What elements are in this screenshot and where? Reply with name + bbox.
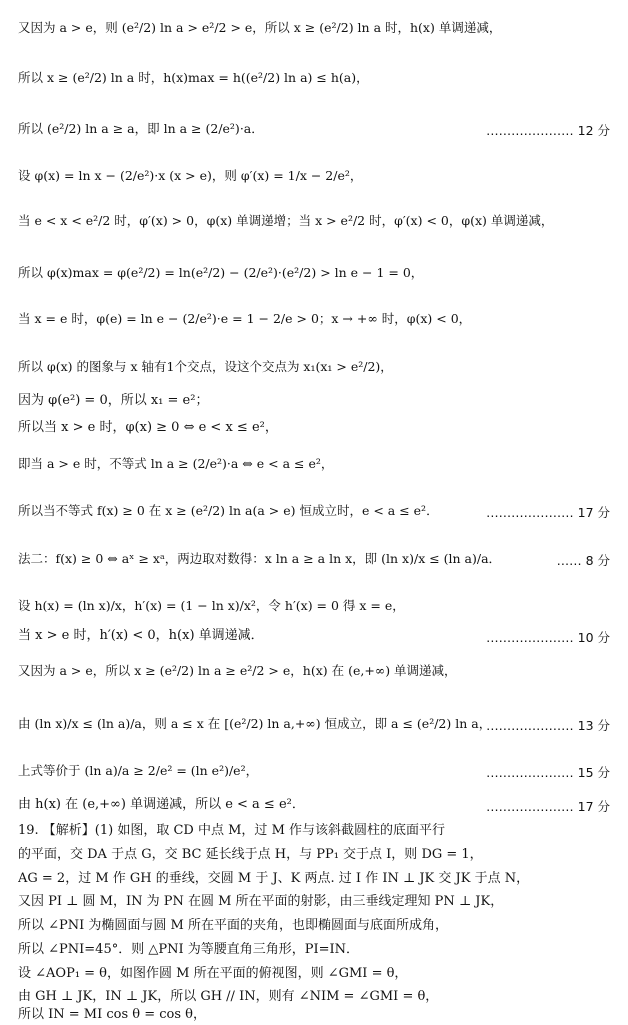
score-17a: ………………… 17 分 xyxy=(486,505,610,520)
text-line-24: 所以 ∠PNI 为椭圆面与圆 M 所在平面的夹角，也即椭圆面与底面所成角， xyxy=(18,918,448,933)
text-line-4: 设 φ(x) = ln x − (2/e²)·x (x > e)，则 φ′(x) = 1/x − 2/e²， xyxy=(18,168,363,183)
text-line-8: 所以 φ(x) 的图象与 x 轴有1个交点，设这个交点为 x₁(x₁ > e²/2)， xyxy=(18,359,393,374)
score-15: ………………… 15 分 xyxy=(486,765,610,780)
score-8: …… 8 分 xyxy=(556,553,610,568)
score-12: ………………… 12 分 xyxy=(486,123,610,138)
text-line-13: 法二：f(x) ≥ 0 ⇔ aˣ ≥ xᵃ，两边取对数得：x ln a ≥ a ln x，即 (ln x)/x ≤ (ln a)/a． xyxy=(18,551,502,566)
text-line-12: 所以当不等式 f(x) ≥ 0 在 x ≥ (e²/2) ln a(a > e) 恒成立时，e < a ≤ e²． xyxy=(18,503,439,518)
text-line-23: 又因 PI ⊥ 圆 M，IN 为 PN 在圆 M 所在平面的射影，由三垂线定理知 PN ⊥ JK， xyxy=(18,894,504,909)
text-line-28: 所以 IN = MI cos θ = cos θ， xyxy=(18,1007,207,1022)
text-line-15: 当 x > e 时，h′(x) < 0，h(x) 单调递减． xyxy=(18,628,264,643)
text-line-20: 19. 【解析】(1) 如图，取 CD 中点 M，过 M 作与该斜截圆柱的底面平行 xyxy=(18,823,446,838)
text-line-5: 当 e < x < e²/2 时，φ′(x) > 0，φ(x) 单调递增；当 x > e²/2 时，φ′(x) < 0，φ(x) 单调递减， xyxy=(18,213,554,228)
text-line-16: 又因为 a > e，所以 x ≥ (e²/2) ln a ≥ e²/2 > e，h(x) 在 (e,+∞) 单调递减， xyxy=(18,663,457,678)
text-line-10: 所以当 x > e 时，φ(x) ≥ 0 ⇔ e < x ≤ e²， xyxy=(18,420,278,435)
text-line-1: 又因为 a > e，则 (e²/2) ln a > e²/2 > e，所以 x ≥ (e²/2) ln a 时，h(x) 单调递减， xyxy=(18,20,502,35)
text-line-19: 由 h(x) 在 (e,+∞) 单调递减，所以 e < a ≤ e²． xyxy=(18,797,305,812)
score-17b: ………………… 17 分 xyxy=(486,799,610,814)
text-line-11: 即当 a > e 时，不等式 ln a ≥ (2/e²)·a ⇔ e < a ≤ e²， xyxy=(18,456,334,471)
text-line-22: AG = 2，过 M 作 GH 的垂线，交圆 M 于 J、K 两点. 过 I 作 IN ⊥ JK 交 JK 于点 N， xyxy=(18,871,530,886)
text-line-18: 上式等价于 (ln a)/a ≥ 2/e² = (ln e²)/e²， xyxy=(18,763,259,778)
text-line-21: 的平面，交 DA 于点 G，交 BC 延长线于点 H，与 PP₁ 交于点 I，则 DG = 1， xyxy=(18,847,483,862)
score-13: ………………… 13 分 xyxy=(486,718,610,733)
score-10: ………………… 10 分 xyxy=(486,630,610,645)
text-line-27: 由 GH ⊥ JK，IN ⊥ JK，所以 GH // IN，则有 ∠NIM = ∠GMI = θ， xyxy=(18,989,439,1004)
text-line-9: 因为 φ(e²) = 0，所以 x₁ = e²； xyxy=(18,393,209,408)
text-line-2: 所以 x ≥ (e²/2) ln a 时，h(x)max = h((e²/2) ln a) ≤ h(a)， xyxy=(18,70,369,85)
text-line-26: 设 ∠AOP₁ = θ，如图作圆 M 所在平面的俯视图，则 ∠GMI = θ， xyxy=(18,966,408,981)
text-line-14: 设 h(x) = (ln x)/x，h′(x) = (1 − ln x)/x²，令 h′(x) = 0 得 x = e， xyxy=(18,598,405,613)
text-line-3: 所以 (e²/2) ln a ≥ a，即 ln a ≥ (2/e²)·a． xyxy=(18,121,264,136)
text-line-17: 由 (ln x)/x ≤ (ln a)/a，则 a ≤ x 在 [(e²/2) ln a,+∞) 恒成立，即 a ≤ (e²/2) ln a， xyxy=(18,716,492,731)
text-line-7: 当 x = e 时，φ(e) = ln e − (2/e²)·e = 1 − 2/e > 0；x → +∞ 时，φ(x) < 0， xyxy=(18,311,472,326)
text-line-25: 所以 ∠PNI=45°．则 △PNI 为等腰直角三角形，PI=IN． xyxy=(18,942,360,957)
text-line-6: 所以 φ(x)max = φ(e²/2) = ln(e²/2) − (2/e²)·(e²/2) > ln e − 1 = 0， xyxy=(18,265,424,280)
